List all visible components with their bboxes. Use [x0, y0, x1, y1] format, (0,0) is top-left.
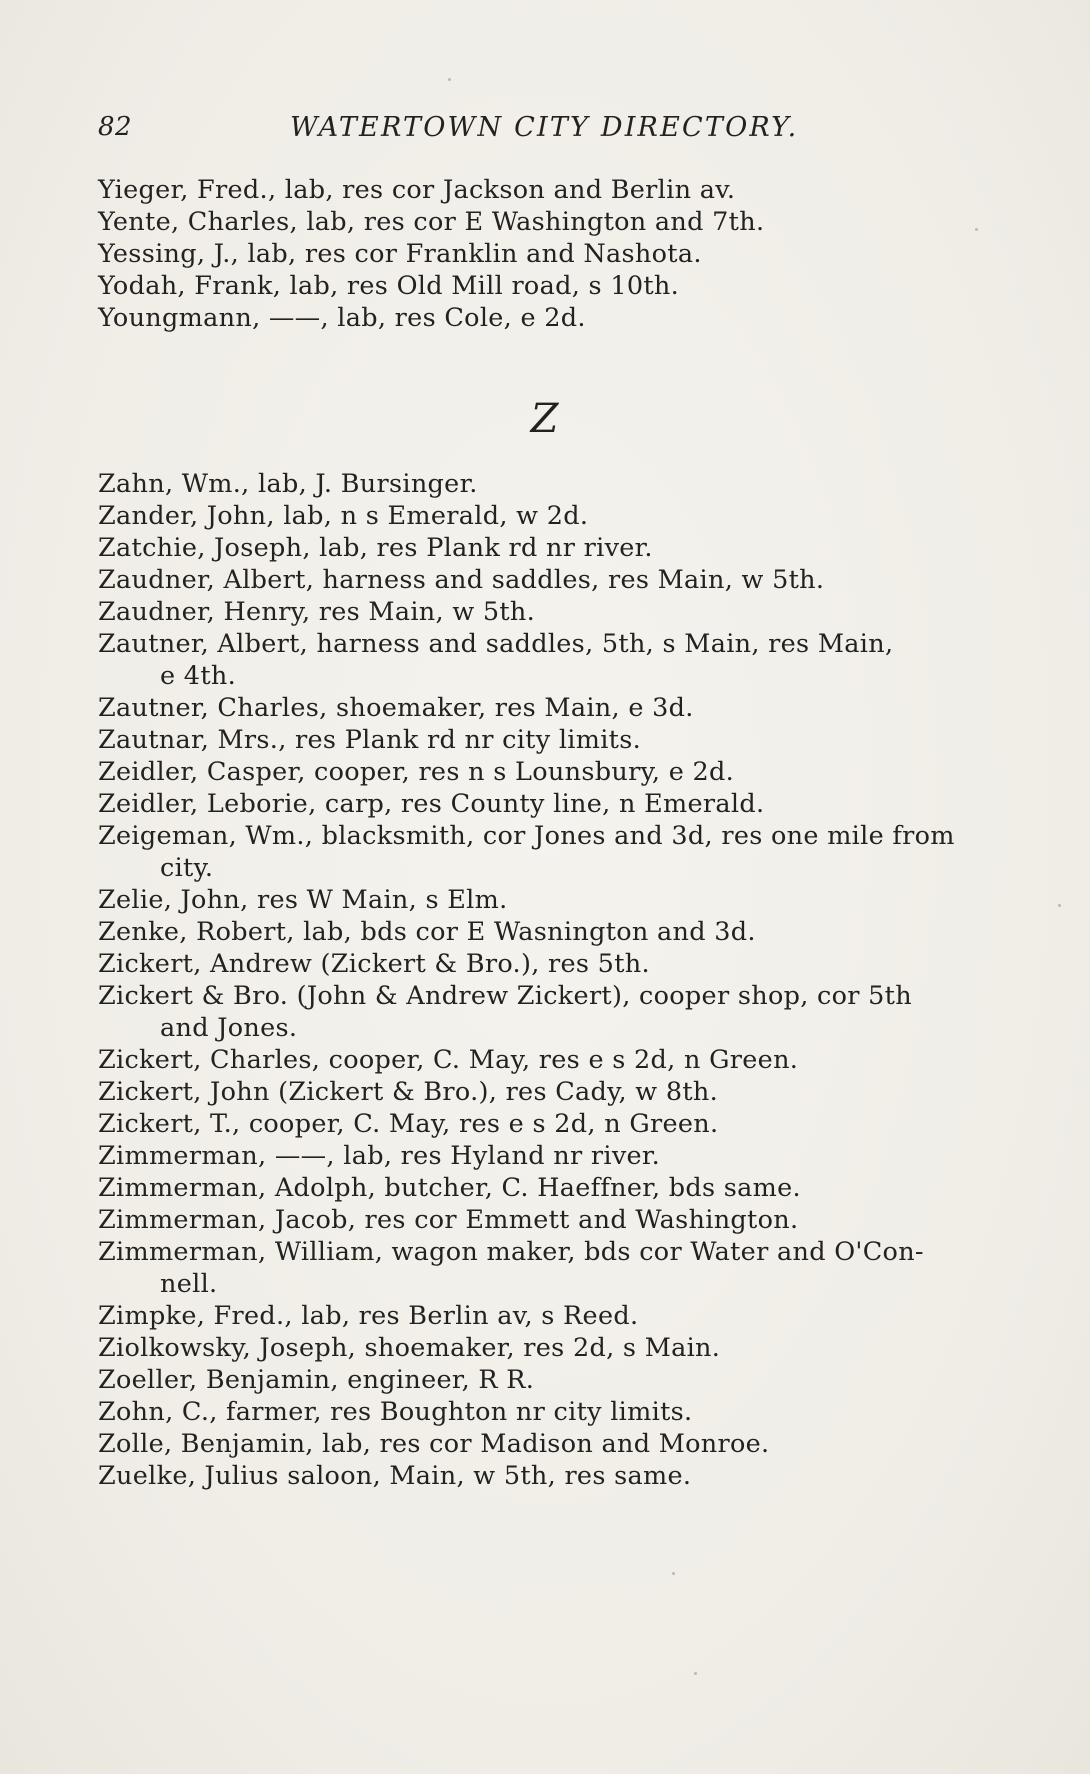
- directory-entry: Zoeller, Benjamin, engineer, R R.: [98, 1365, 535, 1395]
- directory-entry: Zeidler, Casper, cooper, res n s Lounsbury, e 2d.: [98, 757, 735, 787]
- directory-entry: Yodah, Frank, lab, res Old Mill road, s 10th.: [98, 271, 680, 301]
- directory-entry: Zelie, John, res W Main, s Elm.: [98, 885, 508, 915]
- paper-speck: [448, 78, 451, 81]
- directory-entry: Zickert, T., cooper, C. May, res e s 2d, n Green.: [98, 1109, 719, 1139]
- directory-entry: Zickert, John (Zickert & Bro.), res Cady, w 8th.: [98, 1077, 719, 1107]
- page-number: 82: [98, 112, 133, 142]
- directory-entry: Yieger, Fred., lab, res cor Jackson and Berlin av.: [98, 175, 736, 205]
- directory-entry: Yessing, J., lab, res cor Franklin and Nashota.: [98, 239, 702, 269]
- running-title: WATERTOWN CITY DIRECTORY.: [290, 112, 799, 143]
- directory-entry: Zeidler, Leborie, carp, res County line, n Emerald.: [98, 789, 765, 819]
- directory-entry: Ziolkowsky, Joseph, shoemaker, res 2d, s Main.: [98, 1333, 721, 1363]
- directory-entry-continuation: city.: [160, 853, 214, 883]
- directory-entry-continuation: nell.: [160, 1269, 218, 1299]
- page-header: [98, 112, 818, 148]
- section-letter-heading: Z: [530, 396, 560, 442]
- directory-entries-y: [98, 174, 998, 334]
- directory-entry: Zimpke, Fred., lab, res Berlin av, s Reed.: [98, 1301, 639, 1331]
- paper-speck: [975, 228, 978, 231]
- directory-entry: Zaudner, Albert, harness and saddles, res Main, w 5th.: [98, 565, 825, 595]
- paper-speck: [694, 1672, 697, 1675]
- directory-entry: Zimmerman, Jacob, res cor Emmett and Washington.: [98, 1205, 799, 1235]
- paper-speck: [672, 1572, 675, 1575]
- directory-entry: Zickert & Bro. (John & Andrew Zickert), cooper shop, cor 5th: [98, 981, 912, 1011]
- directory-entries-z: [98, 468, 998, 1492]
- directory-entry: Zimmerman, Adolph, butcher, C. Haeffner, bds same.: [98, 1173, 801, 1203]
- directory-entry: Zickert, Charles, cooper, C. May, res e s 2d, n Green.: [98, 1045, 799, 1075]
- directory-entry: Zautner, Charles, shoemaker, res Main, e 3d.: [98, 693, 694, 723]
- directory-entry: Zimmerman, William, wagon maker, bds cor Water and O'Con-: [98, 1237, 924, 1267]
- directory-entry: Zolle, Benjamin, lab, res cor Madison and Monroe.: [98, 1429, 770, 1459]
- directory-entry: Zander, John, lab, n s Emerald, w 2d.: [98, 501, 589, 531]
- paper-speck: [1058, 904, 1061, 907]
- directory-entry: Zohn, C., farmer, res Boughton nr city limits.: [98, 1397, 693, 1427]
- directory-entry: Zimmerman, ——, lab, res Hyland nr river.: [98, 1141, 661, 1171]
- directory-entry: Zatchie, Joseph, lab, res Plank rd nr river.: [98, 533, 653, 563]
- directory-entry: Zeigeman, Wm., blacksmith, cor Jones and 3d, res one mile from: [98, 821, 955, 851]
- directory-entry: Youngmann, ——, lab, res Cole, e 2d.: [98, 303, 586, 333]
- directory-entry: Zuelke, Julius saloon, Main, w 5th, res same.: [98, 1461, 692, 1491]
- directory-entry: Zickert, Andrew (Zickert & Bro.), res 5th.: [98, 949, 650, 979]
- directory-entry-continuation: and Jones.: [160, 1013, 298, 1043]
- directory-entry: Zautner, Albert, harness and saddles, 5th, s Main, res Main,: [98, 629, 894, 659]
- directory-entry: Zenke, Robert, lab, bds cor E Wasnington and 3d.: [98, 917, 756, 947]
- directory-entry: Yente, Charles, lab, res cor E Washington and 7th.: [98, 207, 765, 237]
- directory-entry-continuation: e 4th.: [160, 661, 236, 691]
- directory-entry: Zahn, Wm., lab, J. Bursinger.: [98, 469, 478, 499]
- directory-entry: Zaudner, Henry, res Main, w 5th.: [98, 597, 536, 627]
- directory-entry: Zautnar, Mrs., res Plank rd nr city limits.: [98, 725, 642, 755]
